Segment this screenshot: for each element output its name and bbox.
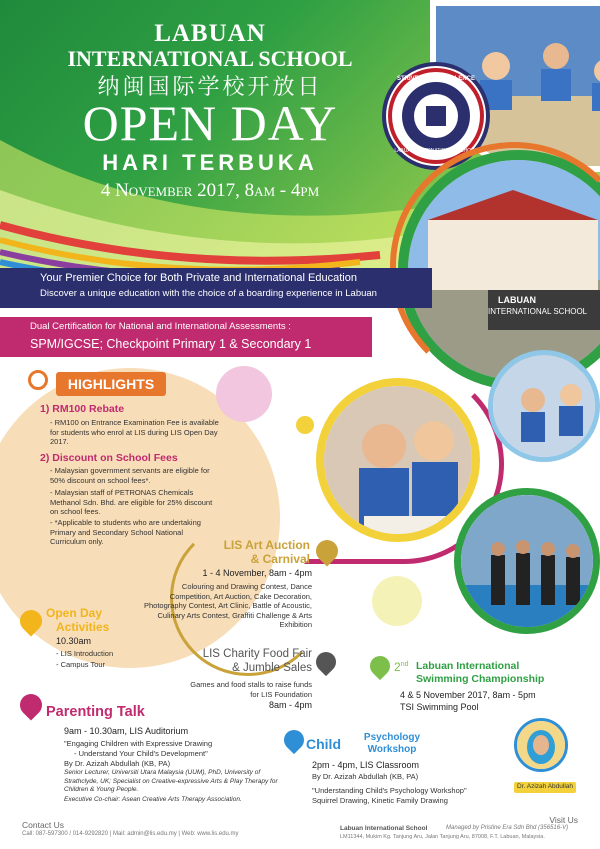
- parenting-pin-icon: [15, 689, 46, 720]
- open-day-title2: Activities: [56, 620, 110, 634]
- speaker-photo: [514, 718, 568, 772]
- tagline-line2: Discover a unique education with the choice of a boarding experience in Labuan: [40, 288, 377, 299]
- certification-line2: SPM/IGCSE; Checkpoint Primary 1 & Secondary 1: [30, 337, 312, 351]
- swimming-date: 4 & 5 November 2017, 8am - 5pm: [400, 690, 536, 700]
- speaker-caption: Dr. Azizah Abdullah: [516, 783, 573, 790]
- tagline-line1: Your Premier Choice for Both Private and International Education: [40, 272, 357, 284]
- swimmers-photo: [454, 488, 600, 634]
- swimming-title2: Swimming Championship: [416, 673, 545, 685]
- parenting-time: 9am - 10.30am, LIS Auditorium: [64, 726, 189, 736]
- school-name-line2: INTERNATIONAL SCHOOL: [67, 46, 353, 71]
- food-fair-desc: Games and food stalls to raise funds for LIS Foundation: [190, 680, 312, 699]
- art-auction-time: 1 - 4 November, 8am - 4pm: [202, 568, 312, 578]
- food-fair-time: 8am - 4pm: [268, 700, 312, 710]
- crest-text-bottom: LABUAN INTERNATIONAL SCHOOL: [394, 148, 478, 154]
- discount-bullet-3: - *Applicable to students who are undertaking Primary and Secondary School National Curriculum only.: [50, 518, 201, 546]
- swimming-ordinal-number: 2: [394, 660, 401, 674]
- open-day-time: 10.30am: [56, 636, 92, 646]
- rebate-title: 1) RM100 Rebate: [40, 403, 125, 415]
- swimming-title1: Labuan International: [416, 660, 520, 672]
- open-day-item2: - Campus Tour: [56, 660, 106, 669]
- discount-bullet-2: - Malaysian staff of PETRONAS Chemicals Methanol Sdn. Bhd. are eligible for 25% discount on school fees.: [50, 488, 213, 516]
- contact-line: Call: 087-597300 / 014-9292820 | Mail: admin@lis.edu.my | Web: www.lis.edu.my: [22, 831, 239, 837]
- discount-bullet-1: - Malaysian government servants are eligible for 50% discount on school fees*.: [50, 466, 210, 485]
- class-photo-small: [488, 350, 600, 462]
- speaker-caption-badge: [514, 782, 576, 793]
- swimming-ordinal-suffix: nd: [400, 661, 409, 668]
- certification-line1: Dual Certification for National and International Assessments :: [30, 321, 291, 332]
- footer-address: LM11344, Mukim Kg. Tanjung Aru, Jalan Tanjung Aru, 87008, F.T. Labuan, Malaysia.: [340, 834, 545, 840]
- swimmers-photo-art: [461, 495, 600, 634]
- child-psych-title-child: Child: [306, 736, 341, 752]
- hari-terbuka-title: HARI TERBUKA: [102, 150, 318, 175]
- parenting-cochair: Executive Co-chair: Asean Creative Arts Therapy Association.: [64, 796, 242, 803]
- child-psych-speaker: By Dr. Azizah Abdullah (KB, PA): [312, 772, 419, 781]
- tagline-bar: [0, 268, 432, 308]
- swimming-venue: TSI Swimming Pool: [400, 702, 479, 712]
- food-fair-title2: & Jumble Sales: [232, 662, 312, 674]
- visit-title: Visit Us: [549, 815, 578, 825]
- art-auction-title2: & Carnival: [250, 552, 310, 566]
- event-date-time: 4 November 2017, 8am - 4pm: [100, 180, 320, 201]
- parenting-speaker: By Dr. Azizah Abdullah (KB, PA): [64, 759, 171, 768]
- highlights-title: HIGHLIGHTS: [67, 376, 155, 392]
- parenting-credentials: Senior Lecturer, Universiti Utara Malaysia (UUM), PhD, University of Strathclyde, UK; Specialist on Creative-expressive Arts & Play Therapy for Children & Young People.: [64, 769, 278, 793]
- decor-circle-yellow: [372, 576, 422, 626]
- child-psych-topic: "Understanding Child's Psychology Workshop": [312, 786, 467, 795]
- chinese-title: 纳闽国际学校开放日: [97, 74, 323, 99]
- class-photo-small-art: [493, 355, 600, 462]
- highlights-badge: [56, 372, 166, 396]
- certification-bar: [0, 317, 372, 357]
- open-day-item1: - LIS Introduction: [56, 649, 114, 658]
- art-auction-details: Colouring and Drawing Contest, Dance Competition, Art Auction, Cake Decoration, Photography Contest, Art Clinic, Battle of Acoustic, Culinary Arts Contest, Graffiti Challenge & Arts Exhibition: [143, 582, 312, 629]
- art-auction-title1: LIS Art Auction: [223, 538, 310, 552]
- rebate-text: - RM100 on Entrance Examination Fee is available for students who enrol at LIS during LIS Open Day 2017.: [50, 418, 219, 446]
- child-psych-title3: Workshop: [367, 744, 417, 755]
- child-psych-activities: Squirrel Drawing, Kinetic Family Drawing: [312, 796, 448, 805]
- crest-text-top: STRIVE FOR EXCELLENCE: [396, 76, 475, 82]
- parenting-title: Parenting Talk: [46, 704, 145, 720]
- food-fair-title1: LIS Charity Food Fair: [202, 648, 312, 660]
- parenting-topic1: "Engaging Children with Expressive Drawing: [64, 739, 213, 748]
- footer-school-name: Labuan International School: [340, 825, 428, 832]
- school-name-line1: LABUAN: [154, 20, 266, 47]
- food-fair-pin-icon: [312, 648, 340, 676]
- footer-managed: Managed by Pristine Era Sdn Bhd (356516-V): [446, 825, 569, 831]
- child-psych-time: 2pm - 4pm, LIS Classroom: [312, 760, 420, 770]
- open-day-title: OPEN DAY: [82, 95, 338, 151]
- swimming-pin-icon: [366, 652, 394, 680]
- building-sign-line1: LABUAN: [498, 295, 536, 305]
- child-psych-title2: Psychology: [363, 732, 421, 743]
- discount-title: 2) Discount on School Fees: [40, 452, 178, 464]
- building-sign-line2: INTERNATIONAL SCHOOL: [488, 307, 588, 316]
- contact-title: Contact Us: [22, 820, 65, 830]
- decor-circle-pink: [216, 366, 272, 422]
- parenting-topic2: - Understand Your Child's Development": [74, 749, 208, 758]
- speaker-photo-art: [517, 721, 565, 769]
- open-day-title1: Open Day: [46, 606, 103, 620]
- highlights-dot: [28, 370, 48, 390]
